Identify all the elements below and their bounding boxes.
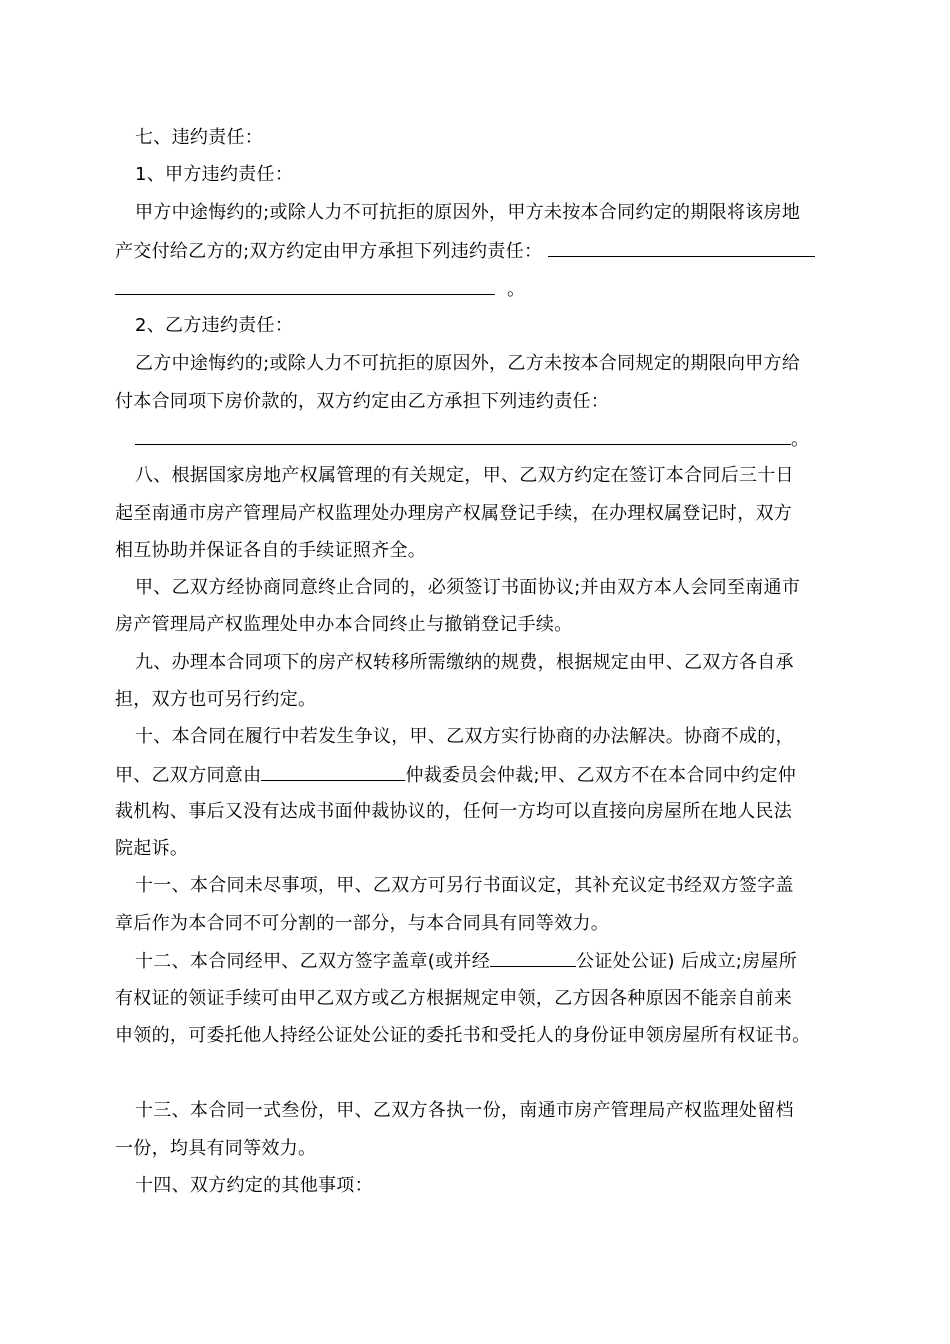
section-8-line-4: 甲、乙双方经协商同意终止合同的，必须签订书面协议;并由双方本人会同至南通市	[135, 577, 801, 598]
section-11-line-2: 章后作为本合同不可分割的一部分，与本合同具有同等效力。	[115, 913, 610, 934]
party-a-breach-text-3	[115, 277, 845, 302]
section-10-line-2	[115, 763, 845, 788]
party-a-penalty-blank-2[interactable]	[115, 277, 495, 295]
party-b-breach-heading: 2、乙方违约责任：	[135, 315, 294, 336]
section-10-line-4: 院起诉。	[115, 838, 189, 859]
arbitration-committee-blank[interactable]	[261, 763, 405, 781]
party-b-breach-text-3	[135, 427, 865, 452]
section-13-line-1: 十三、本合同一式叁份，甲、乙双方各执一份，南通市房产管理局产权监理处留档	[135, 1100, 794, 1121]
section-12-line-1-after: 公证处公证) 后成立;房屋所	[576, 951, 798, 972]
section-7-heading: 七、违约责任：	[135, 127, 264, 148]
section-8-line-5: 房产管理局产权监理处申办本合同终止与撤销登记手续。	[115, 614, 573, 635]
section-9-line-2: 担，双方也可另行约定。	[115, 689, 317, 710]
party-a-penalty-blank-1[interactable]	[548, 239, 815, 257]
section-10-line-2-after: 仲裁委员会仲裁;甲、乙双方不在本合同中约定仲	[405, 765, 797, 786]
section-10-line-2-before: 甲、乙双方同意由	[115, 765, 262, 786]
section-12-line-1-before: 十二、本合同经甲、乙双方签字盖章(或并经	[135, 951, 491, 972]
party-b-breach-text-2: 付本合同项下房价款的，双方约定由乙方承担下列违约责任：	[115, 391, 610, 412]
section-12-line-3: 申领的，可委托他人持经公证处公证的委托书和受托人的身份证申领房屋所有权证书。	[115, 1025, 811, 1046]
party-b-breach-end: 。	[791, 429, 810, 450]
section-12-line-1	[135, 949, 865, 974]
notary-office-blank[interactable]	[490, 949, 576, 967]
section-12-line-2: 有权证的领证手续可由甲乙双方或乙方根据规定申领，乙方因各种原因不能亲自前来	[115, 988, 793, 1009]
section-11-line-1: 十一、本合同未尽事项，甲、乙双方可另行书面议定，其补充议定书经双方签字盖	[135, 875, 794, 896]
party-a-breach-text-1: 甲方中途悔约的;或除人力不可抗拒的原因外，甲方未按本合同约定的期限将该房地	[135, 202, 801, 223]
section-8-line-1: 八、根据国家房地产权属管理的有关规定，甲、乙双方约定在签订本合同后三十日	[135, 465, 794, 486]
section-14-heading: 十四、双方约定的其他事项：	[135, 1175, 373, 1196]
section-10-line-1: 十、本合同在履行中若发生争议，甲、乙双方实行协商的办法解决。协商不成的，	[135, 726, 794, 747]
party-a-breach-end: 。	[507, 279, 526, 300]
section-8-line-3: 相互协助并保证各自的手续证照齐全。	[115, 540, 427, 561]
party-b-penalty-blank[interactable]	[135, 427, 791, 445]
section-8-line-2: 起至南通市房产管理局产权监理处办理房产权属登记手续，在办理权属登记时，双方	[115, 503, 793, 524]
party-a-breach-text-2	[115, 239, 845, 264]
section-13-line-2: 一份，均具有同等效力。	[115, 1138, 317, 1159]
section-9-line-1: 九、办理本合同项下的房产权转移所需缴纳的规费，根据规定由甲、乙双方各自承	[135, 652, 794, 673]
party-a-breach-text-2-label: 产交付给乙方的;双方约定由甲方承担下列违约责任：	[115, 241, 543, 262]
section-10-line-3: 裁机构、事后又没有达成书面仲裁协议的，任何一方均可以直接向房屋所在地人民法	[115, 801, 793, 822]
party-a-breach-heading: 1、甲方违约责任：	[135, 164, 294, 185]
party-b-breach-text-1: 乙方中途悔约的;或除人力不可抗拒的原因外，乙方未按本合同规定的期限向甲方给	[135, 353, 801, 374]
